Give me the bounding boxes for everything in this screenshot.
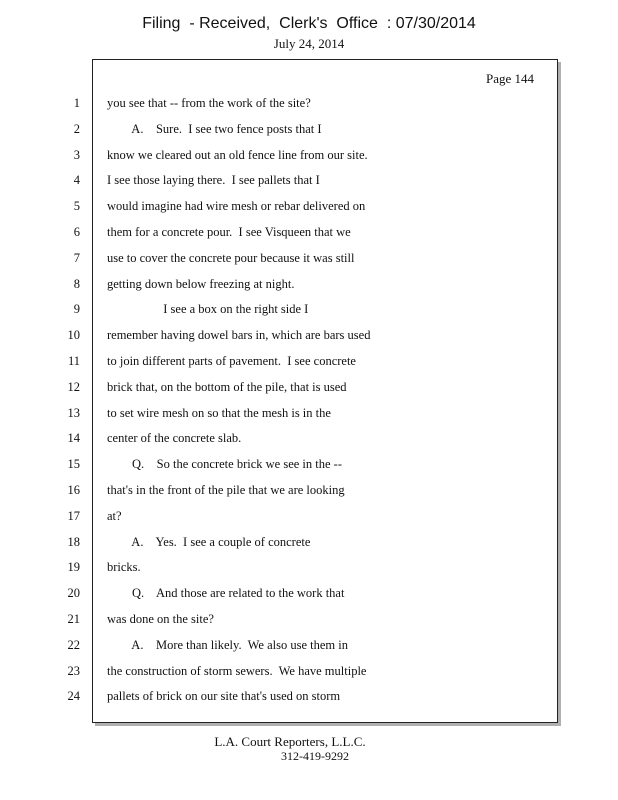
transcript-line: know we cleared out an old fence line from our site. xyxy=(107,147,368,162)
transcript-line: remember having dowel bars in, which are bars used xyxy=(107,328,371,343)
transcript-line: A. More than likely. We also use them in xyxy=(107,637,348,652)
transcript-line: I see those laying there. I see pallets that I xyxy=(107,173,320,188)
transcript-line: use to cover the concrete pour because it was still xyxy=(107,250,355,265)
line-number: 9 xyxy=(73,302,80,317)
line-number: 16 xyxy=(67,482,80,497)
transcript-line: that's in the front of the pile that we are looking xyxy=(107,482,345,497)
transcript-line: Q. So the concrete brick we see in the -- xyxy=(107,457,342,472)
line-number: 8 xyxy=(73,276,80,291)
line-number: 20 xyxy=(67,586,80,601)
transcript-line: to set wire mesh on so that the mesh is in the xyxy=(107,405,331,420)
filing-stamp: Filing - Received, Clerk's Office : 07/30/2014 xyxy=(142,15,476,32)
transcript-line: them for a concrete pour. I see Visqueen that we xyxy=(107,224,351,239)
line-number: 24 xyxy=(67,689,80,704)
line-number: 23 xyxy=(67,663,80,678)
line-number: 6 xyxy=(73,224,80,239)
line-number: 18 xyxy=(67,534,80,549)
line-number: 21 xyxy=(67,611,80,626)
transcript-line: A. Yes. I see a couple of concrete xyxy=(107,534,311,549)
line-number: 13 xyxy=(67,405,80,420)
transcript-line: brick that, on the bottom of the pile, that is used xyxy=(107,379,347,394)
page-number: Page 144 xyxy=(486,71,535,86)
transcript-line: I see a box on the right side I xyxy=(107,302,309,317)
transcript-line: Q. And those are related to the work that xyxy=(107,586,345,601)
transcript-line: the construction of storm sewers. We have multiple xyxy=(107,663,367,678)
line-number: 19 xyxy=(67,560,80,575)
line-number: 4 xyxy=(73,173,80,188)
line-number: 3 xyxy=(73,147,80,162)
line-number: 17 xyxy=(67,508,80,523)
line-number: 10 xyxy=(67,328,80,343)
line-number-column xyxy=(52,91,80,710)
transcript-text xyxy=(107,91,547,710)
transcript-date: July 24, 2014 xyxy=(273,36,345,51)
transcript-line: pallets of brick on our site that's used on storm xyxy=(107,689,341,704)
line-number: 14 xyxy=(67,431,80,446)
line-number: 2 xyxy=(73,121,80,136)
transcript-line: bricks. xyxy=(107,560,141,575)
transcript-line: getting down below freezing at night. xyxy=(107,276,295,291)
transcript-line: center of the concrete slab. xyxy=(107,431,242,446)
transcript-line: was done on the site? xyxy=(107,611,214,626)
line-number: 15 xyxy=(67,457,80,472)
transcript-line: at? xyxy=(107,508,122,523)
reporter-company: L.A. Court Reporters, L.L.C. xyxy=(214,734,366,749)
line-number: 22 xyxy=(67,637,80,652)
transcript-line: A. Sure. I see two fence posts that I xyxy=(107,121,322,136)
reporter-phone: 312-419-9292 xyxy=(281,749,349,763)
line-number: 12 xyxy=(67,379,80,394)
line-number: 7 xyxy=(73,250,80,265)
line-number: 1 xyxy=(73,96,80,110)
line-number: 5 xyxy=(73,199,80,214)
transcript-line: to join different parts of pavement. I see concrete xyxy=(107,353,356,368)
transcript-line: you see that -- from the work of the site? xyxy=(107,96,311,110)
transcript-line: would imagine had wire mesh or rebar delivered on xyxy=(107,199,366,214)
line-number: 11 xyxy=(67,353,80,368)
